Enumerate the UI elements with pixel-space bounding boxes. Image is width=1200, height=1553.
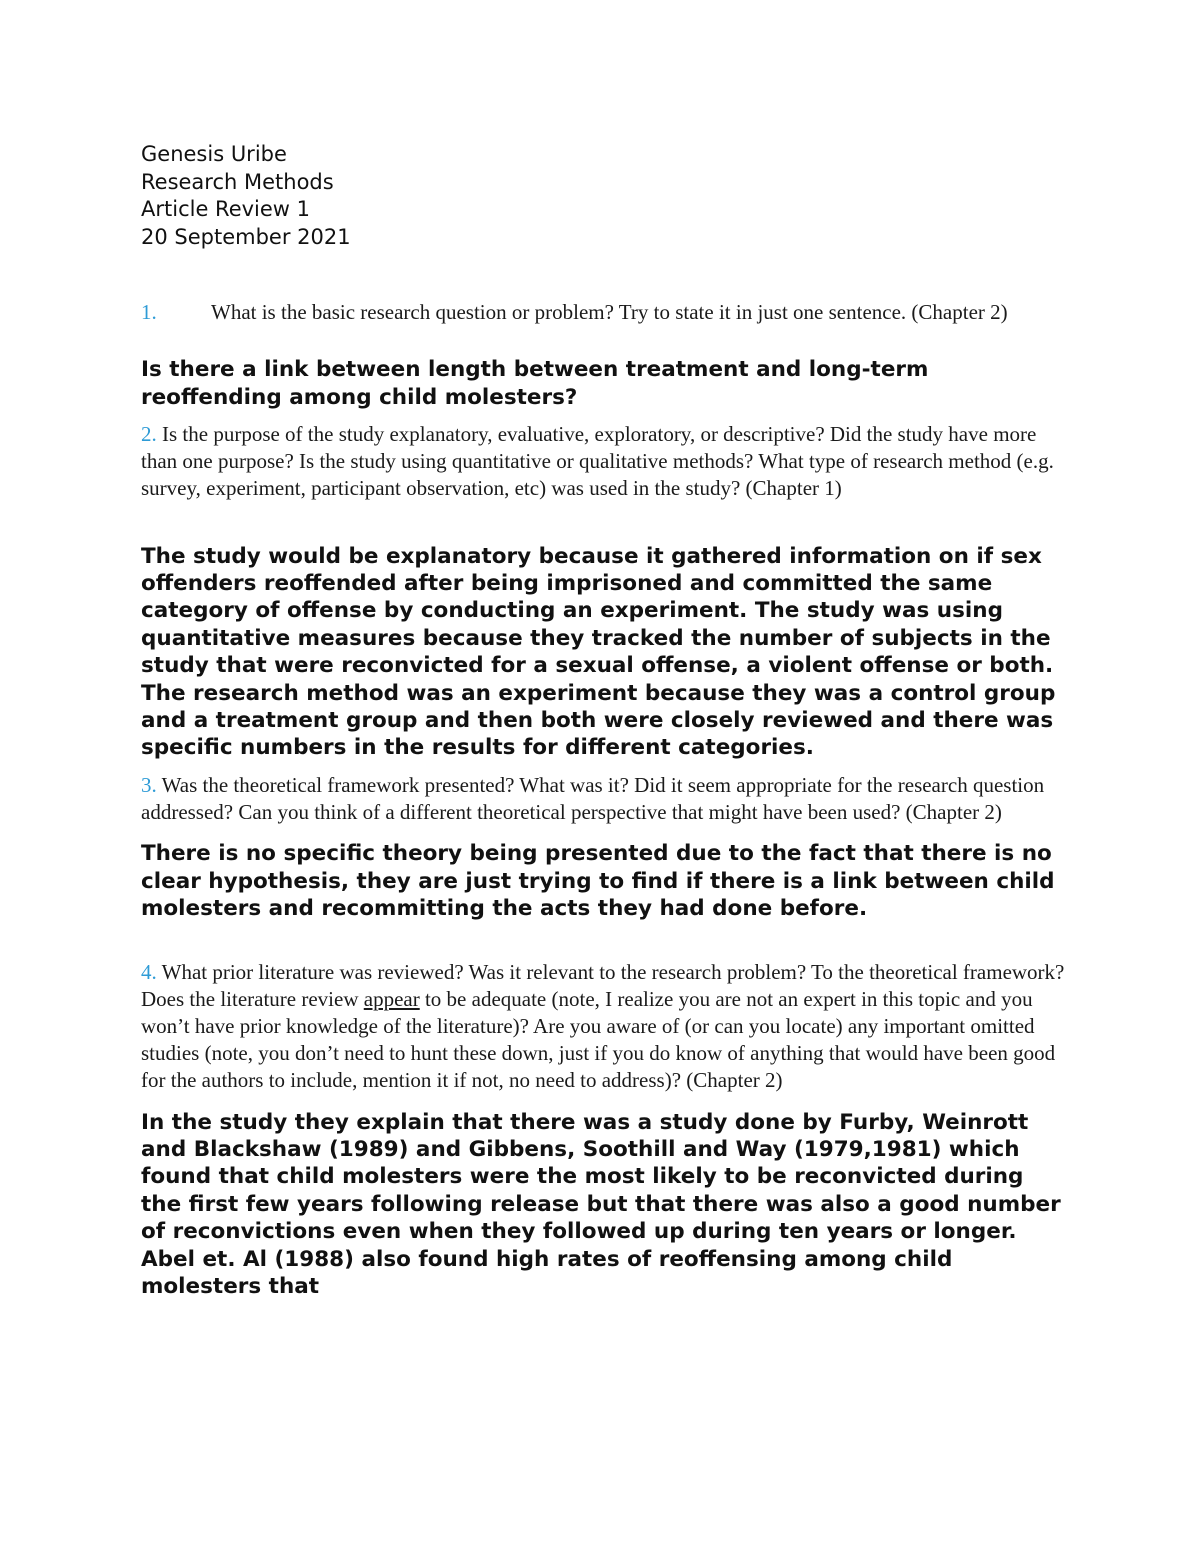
author-name: Genesis Uribe bbox=[141, 142, 287, 166]
course-name: Research Methods bbox=[141, 169, 334, 194]
question-text: What is the basic research question or problem? Try to state it in just one sentence. (Chapter 2) bbox=[211, 300, 1008, 324]
question-text: What prior literature was reviewed? Was it relevant to the research problem? To the theoretical framework? Does the literature review bbox=[141, 959, 1065, 1011]
question-number: 1. bbox=[141, 300, 157, 324]
question-text: Is the purpose of the study explanatory, evaluative, exploratory, or descriptive? Did the study have more than one purpose? Is the study using quantitative or qualitative methods? What type of research method (e.g. survey, experiment, participant observation, etc) was used in the study? (Chapter 1) bbox=[141, 422, 1054, 501]
underlined-word: appear bbox=[363, 986, 420, 1011]
assignment-title: Article Review 1 bbox=[141, 197, 311, 221]
answer-3: There is no specific theory being presented due to the fact that there is no clear hypothesis, they are just trying to find if there is a link between child molesters and recommitting the acts they had done before. bbox=[141, 841, 1055, 922]
document-header bbox=[141, 141, 1066, 251]
question-number: 3. bbox=[141, 772, 157, 797]
question-number: 2. bbox=[141, 422, 157, 447]
question-1 bbox=[141, 299, 1066, 326]
answer-1: Is there a link between length between treatment and long-term reoffending among child molesters? bbox=[141, 357, 929, 410]
question-3 bbox=[141, 772, 1066, 826]
answer-4: In the study they explain that there was a study done by Furby, Weinrott and Blackshaw (1989) and Gibbens, Soothill and Way (1979,1981) which found that child molesters were the most likely to be reconvicted during the first few years following release but that there was also a good number of reconvictions even when they followed up during ten years or longer. Abel et. Al (1988) also found high rates of reoffensing among child molesters that bbox=[141, 1109, 1061, 1299]
document-date: 20 September 2021 bbox=[141, 224, 351, 249]
question-2 bbox=[141, 421, 1066, 503]
document-body bbox=[141, 141, 1066, 1300]
question-text: Was the theoretical framework presented? What was it? Did it seem appropriate for the research question addressed? Can you think of a different theoretical perspective that might have been used? (Chapter 2) bbox=[141, 772, 1045, 825]
question-number: 4. bbox=[141, 959, 157, 984]
question-text-continued: to be adequate (note, I realize you are not an expert in this topic and you won’t have prior knowledge of the literature)? Are you aware of (or can you locate) any important omitted studies (note, you don’t need to hunt these down, just if you do know of anything that would have been good for the authors to include, mention it if not, no need to address)? (Chapter 2) bbox=[141, 986, 1056, 1093]
answer-2: The study would be explanatory because it gathered information on if sex offenders reoffended after being imprisoned and committed the same category of offense by conducting an experiment. The study was using quantitative measures because they tracked the number of subjects in the study that were reconvicted for a sexual offense, a violent offense or both. The research method was an experiment because they was a control group and a treatment group and then both were closely reviewed and there was specific numbers in the results for different categories. bbox=[141, 543, 1056, 761]
question-4 bbox=[141, 959, 1066, 1095]
